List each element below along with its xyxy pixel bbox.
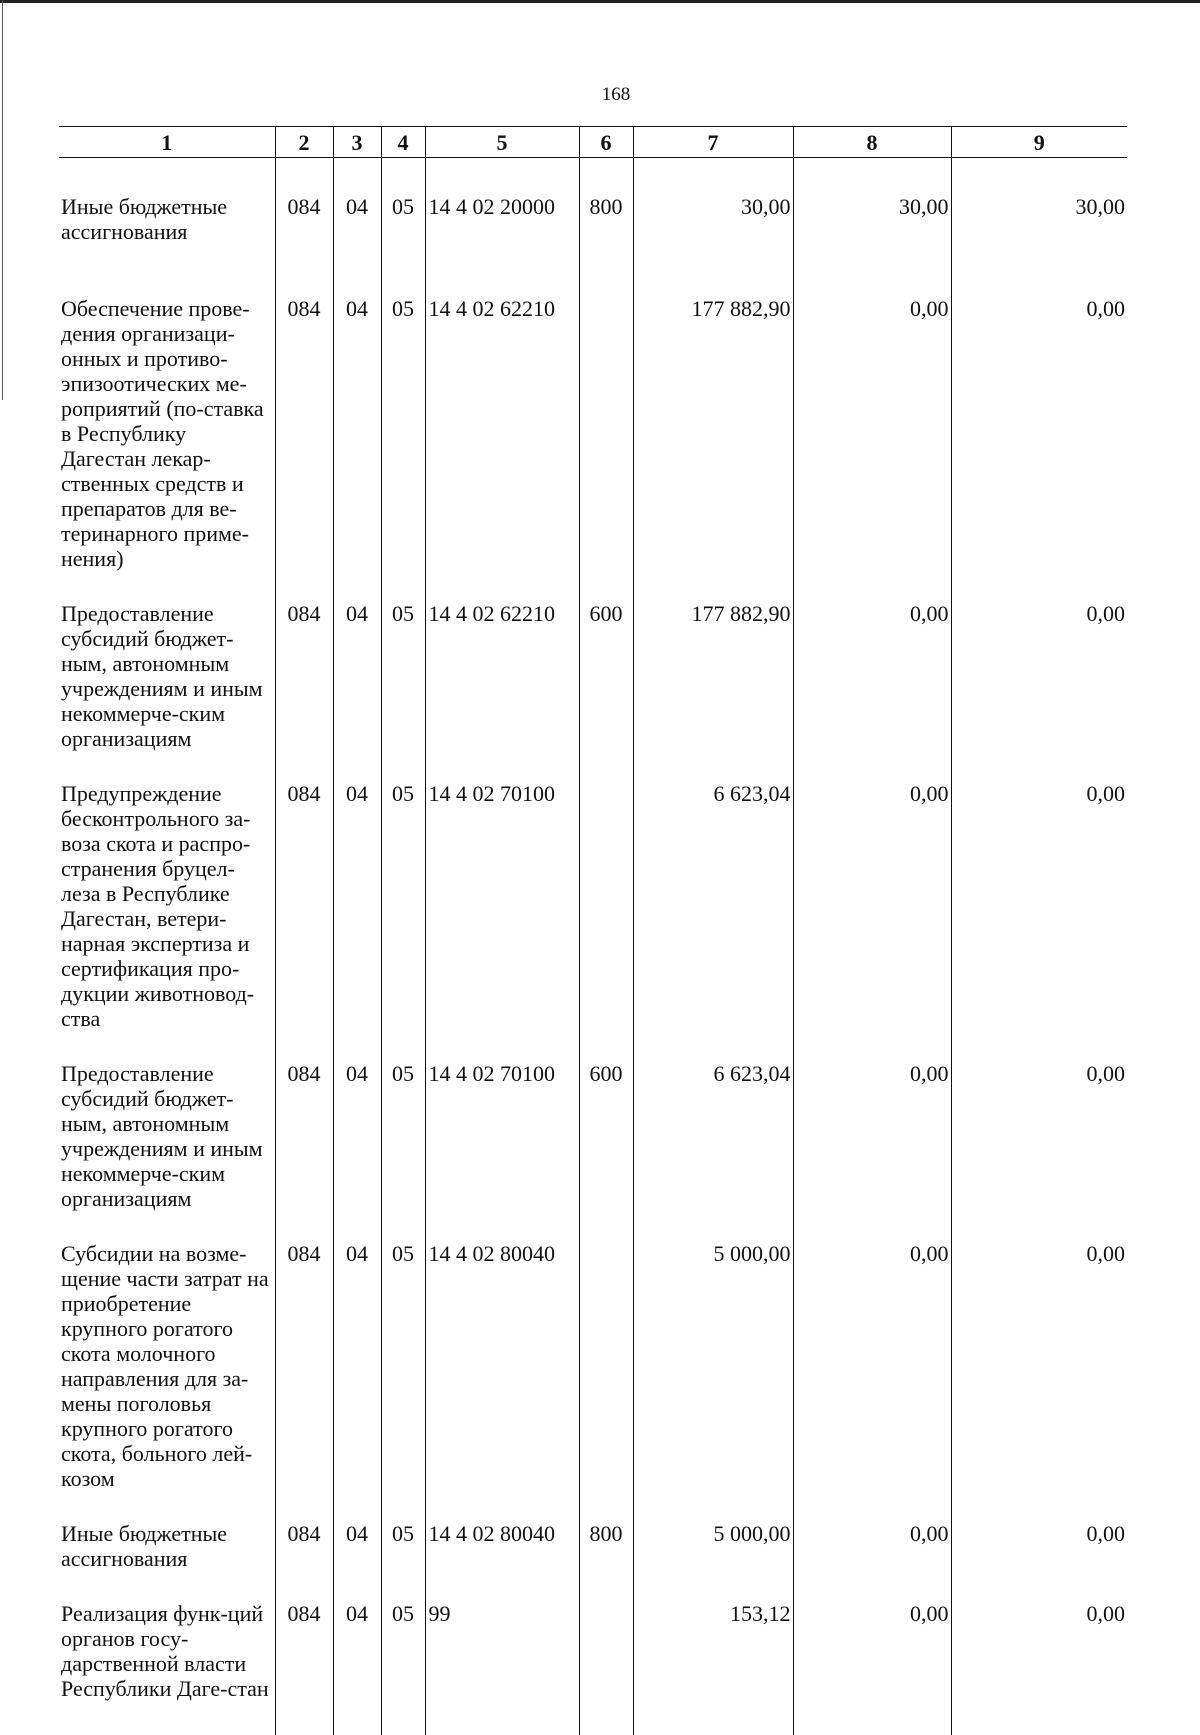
row-target-article: 14 4 02 80040 <box>425 1505 579 1585</box>
row-subsection-code: 05 <box>381 765 425 1045</box>
row-target-article: 14 4 02 62210 <box>425 258 579 585</box>
header-col-9: 9 <box>951 127 1127 158</box>
header-col-6: 6 <box>579 127 633 158</box>
row-expense-type: 800 <box>579 1505 633 1585</box>
header-col-3: 3 <box>333 127 381 158</box>
row-amount-col8: 0,00 <box>793 1585 951 1735</box>
row-section-code: 04 <box>333 765 381 1045</box>
row-expense-type <box>579 1225 633 1505</box>
row-name-cell <box>59 585 275 765</box>
budget-table <box>59 126 1127 1735</box>
row-amount-col9: 0,00 <box>951 258 1127 585</box>
row-section-code: 04 <box>333 1505 381 1585</box>
row-amount-col8: 30,00 <box>793 158 951 259</box>
row-amount-col7: 5 000,00 <box>633 1225 793 1505</box>
row-amount-col9: 30,00 <box>951 158 1127 259</box>
header-col-1: 1 <box>59 127 275 158</box>
table-row <box>59 765 1127 1045</box>
row-ministry-code: 084 <box>275 585 333 765</box>
row-name: Предупреждение бесконтрольного за-воза скота и распро-странения бруцел-леза в Республике Дагестан, ветери-нарная экспертиза и сертификация про-дукции животновод-ства <box>61 781 273 1031</box>
row-expense-type <box>579 765 633 1045</box>
table-row <box>59 1045 1127 1225</box>
row-target-article: 14 4 02 70100 <box>425 765 579 1045</box>
row-amount-col8: 0,00 <box>793 1225 951 1505</box>
row-subsection-code: 05 <box>381 258 425 585</box>
row-name: Реализация функ-ций органов госу-дарственной власти Республики Даге-стан <box>61 1601 273 1701</box>
row-name-cell <box>59 1585 275 1735</box>
table-row <box>59 1585 1127 1735</box>
row-subsection-code: 05 <box>381 585 425 765</box>
row-ministry-code: 084 <box>275 765 333 1045</box>
row-section-code: 04 <box>333 1045 381 1225</box>
page-number: 168 <box>0 84 1200 106</box>
row-name-cell <box>59 258 275 585</box>
row-section-code: 04 <box>333 1225 381 1505</box>
row-name-cell <box>59 1505 275 1585</box>
row-amount-col8: 0,00 <box>793 765 951 1045</box>
row-amount-col7: 6 623,04 <box>633 1045 793 1225</box>
row-amount-col9: 0,00 <box>951 1505 1127 1585</box>
row-name-cell <box>59 1225 275 1505</box>
row-section-code: 04 <box>333 1585 381 1735</box>
row-expense-type <box>579 1585 633 1735</box>
header-col-2: 2 <box>275 127 333 158</box>
row-target-article: 14 4 02 20000 <box>425 158 579 259</box>
table-row <box>59 258 1127 585</box>
row-amount-col8: 0,00 <box>793 258 951 585</box>
row-subsection-code: 05 <box>381 1225 425 1505</box>
row-ministry-code: 084 <box>275 158 333 259</box>
row-ministry-code: 084 <box>275 1585 333 1735</box>
row-amount-col8: 0,00 <box>793 1045 951 1225</box>
row-amount-col8: 0,00 <box>793 1505 951 1585</box>
row-subsection-code: 05 <box>381 158 425 259</box>
row-amount-col9: 0,00 <box>951 1225 1127 1505</box>
row-expense-type <box>579 258 633 585</box>
table-row <box>59 585 1127 765</box>
row-section-code: 04 <box>333 585 381 765</box>
row-target-article: 14 4 02 80040 <box>425 1225 579 1505</box>
table-body <box>59 158 1127 1735</box>
page-top-rule <box>0 0 1200 3</box>
row-subsection-code: 05 <box>381 1585 425 1735</box>
row-name: Предоставление субсидий бюджет-ным, автономным учреждениям и иным некоммерче-ским организациям <box>61 1061 273 1211</box>
row-amount-col7: 6 623,04 <box>633 765 793 1045</box>
row-section-code: 04 <box>333 258 381 585</box>
row-name-cell <box>59 158 275 259</box>
row-amount-col7: 30,00 <box>633 158 793 259</box>
row-name: Обеспечение прове-дения организаци-онных и противо-эпизоотических ме-роприятий (по-ставка в Республику Дагестан лекар-ственных средств и препаратов для ве-теринарного приме-нения) <box>61 296 273 571</box>
row-name-cell <box>59 1045 275 1225</box>
row-amount-col9: 0,00 <box>951 1045 1127 1225</box>
header-row <box>59 127 1127 158</box>
table-row <box>59 1225 1127 1505</box>
table-row <box>59 1505 1127 1585</box>
header-col-8: 8 <box>793 127 951 158</box>
row-expense-type: 600 <box>579 1045 633 1225</box>
row-name: Субсидии на возме-щение части затрат на приобретение крупного рогатого скота молочного направления для за-мены поголовья крупного рогатого скота, больного лей-козом <box>61 1241 273 1491</box>
row-amount-col7: 177 882,90 <box>633 585 793 765</box>
row-target-article: 14 4 02 70100 <box>425 1045 579 1225</box>
row-target-article: 14 4 02 62210 <box>425 585 579 765</box>
page-left-edge <box>2 0 3 400</box>
table-row <box>59 158 1127 259</box>
row-amount-col9: 0,00 <box>951 765 1127 1045</box>
header-col-4: 4 <box>381 127 425 158</box>
row-amount-col9: 0,00 <box>951 585 1127 765</box>
row-ministry-code: 084 <box>275 1225 333 1505</box>
row-subsection-code: 05 <box>381 1505 425 1585</box>
row-ministry-code: 084 <box>275 258 333 585</box>
row-name: Предоставление субсидий бюджет-ным, автономным учреждениям и иным некоммерче-ским организациям <box>61 601 273 751</box>
row-name-cell <box>59 765 275 1045</box>
row-ministry-code: 084 <box>275 1505 333 1585</box>
table-header <box>59 127 1127 158</box>
row-subsection-code: 05 <box>381 1045 425 1225</box>
row-amount-col7: 177 882,90 <box>633 258 793 585</box>
row-amount-col9: 0,00 <box>951 1585 1127 1735</box>
row-name: Иные бюджетные ассигнования <box>61 1521 273 1571</box>
row-expense-type: 800 <box>579 158 633 259</box>
row-section-code: 04 <box>333 158 381 259</box>
row-target-article: 99 <box>425 1585 579 1735</box>
row-amount-col8: 0,00 <box>793 585 951 765</box>
row-name: Иные бюджетные ассигнования <box>61 194 273 244</box>
row-amount-col7: 5 000,00 <box>633 1505 793 1585</box>
header-col-7: 7 <box>633 127 793 158</box>
header-col-5: 5 <box>425 127 579 158</box>
row-ministry-code: 084 <box>275 1045 333 1225</box>
row-amount-col7: 153,12 <box>633 1585 793 1735</box>
row-expense-type: 600 <box>579 585 633 765</box>
